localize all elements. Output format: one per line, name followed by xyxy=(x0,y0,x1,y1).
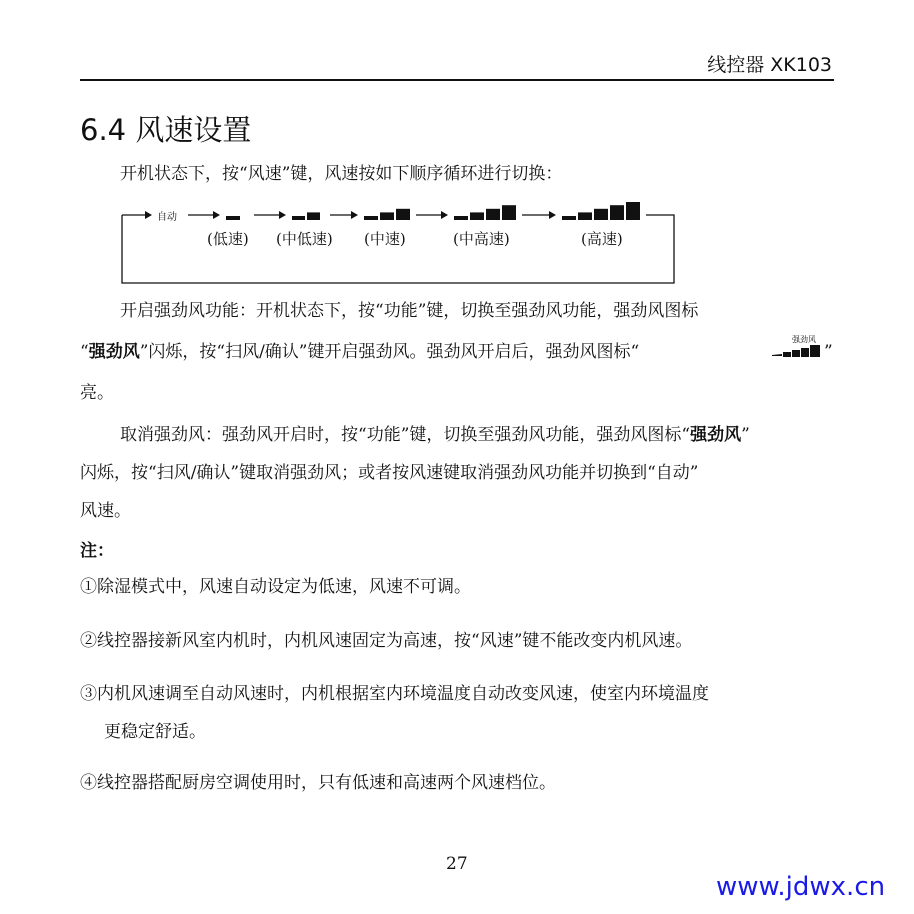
note-3-line-1: ③内机风速调至自动风速时，内机根据室内环境温度自动改变风速，使室内环境温度 xyxy=(80,684,709,704)
speed-label-mid-high: (中高速) xyxy=(453,230,510,248)
speed-bar-5-1 xyxy=(562,216,576,220)
note-1: ①除湿模式中，风速自动设定为低速，风速不可调。 xyxy=(80,577,471,597)
speed-bar-2-1 xyxy=(292,216,305,220)
boost-text-icon-2: 强劲风 xyxy=(690,425,742,445)
speed-bar-2-2 xyxy=(307,212,320,220)
speed-bar-4-3 xyxy=(486,209,500,220)
watermark: www.jdwx.cn xyxy=(716,872,886,902)
speed-bar-3-3 xyxy=(396,209,410,220)
speed-bar-4-1 xyxy=(454,216,468,220)
speed-bar-5-5 xyxy=(626,202,640,220)
speed-bar-5-4 xyxy=(610,205,624,220)
note-2: ②线控器接新风室内机时，内机风速固定为高速，按“风速”键不能改变内机风速。 xyxy=(80,631,693,651)
speed-bar-1-1 xyxy=(226,216,240,220)
speed-bar-5-2 xyxy=(578,212,592,220)
boost-on-line-2 xyxy=(80,342,639,362)
header-title: 线控器 XK103 xyxy=(707,54,832,76)
page-number: 27 xyxy=(446,854,468,874)
quote-open: “ xyxy=(80,342,89,362)
notes-label: 注： xyxy=(80,541,114,561)
boost-off-line-2: 闪烁，按“扫风/确认”键取消强劲风；或者按风速键取消强劲风功能并切换到“自动” xyxy=(80,463,699,483)
speed-bar-5-3 xyxy=(594,209,608,220)
boost-on-line-2-rest: ”闪烁，按“扫风/确认”键开启强劲风。强劲风开启后，强劲风图标“ xyxy=(139,342,640,362)
speed-bar-3-1 xyxy=(364,216,378,220)
header-rule xyxy=(80,79,834,81)
boost-icon-label: 强劲风 xyxy=(792,335,816,344)
note-4: ④线控器搭配厨房空调使用时，只有低速和高速两个风速档位。 xyxy=(80,773,556,793)
speed-bar-4-4 xyxy=(502,205,516,220)
boost-text-icon: 强劲风 xyxy=(88,342,140,362)
speed-label-mid: (中速) xyxy=(364,230,406,248)
boost-off-line-1-pre: 取消强劲风：强劲风开启时，按“功能”键，切换至强劲风功能，强劲风图标“ xyxy=(120,425,691,445)
speed-label-low: (低速) xyxy=(207,230,249,248)
flow-arrow-2-head xyxy=(279,211,286,219)
flow-arrow-4-head xyxy=(441,211,448,219)
speed-bar-4-2 xyxy=(470,212,484,220)
boost-on-line-1: 开启强劲风功能：开机状态下，按“功能”键，切换至强劲风功能，强劲风图标 xyxy=(120,301,699,321)
boost-icon xyxy=(772,334,824,360)
flow-arrow-1-head xyxy=(213,211,220,219)
quote-close-2: ” xyxy=(741,425,750,445)
fan-speed-flow-diagram xyxy=(120,202,676,286)
flow-arrow-3-head xyxy=(351,211,358,219)
quote-close: ” xyxy=(824,342,833,362)
section-title: 6.4 风速设置 xyxy=(80,113,252,147)
note-3-line-2: 更稳定舒适。 xyxy=(104,722,206,742)
speed-label-high: (高速) xyxy=(581,230,623,248)
boost-bars-icon xyxy=(772,344,824,358)
intro-text: 开机状态下，按“风速”键，风速按如下顺序循环进行切换： xyxy=(120,164,563,184)
boost-off-line-3: 风速。 xyxy=(80,501,131,521)
boost-off-line-1 xyxy=(120,425,750,445)
flow-loop-line xyxy=(122,215,674,283)
flow-arrow-5-head xyxy=(549,211,556,219)
boost-on-line-3: 亮。 xyxy=(80,383,114,403)
flow-arrow-0-head xyxy=(145,211,152,219)
speed-label-mid-low: (中低速) xyxy=(276,230,333,248)
flow-auto-label: 自动 xyxy=(157,212,177,223)
speed-bar-3-2 xyxy=(380,212,394,220)
